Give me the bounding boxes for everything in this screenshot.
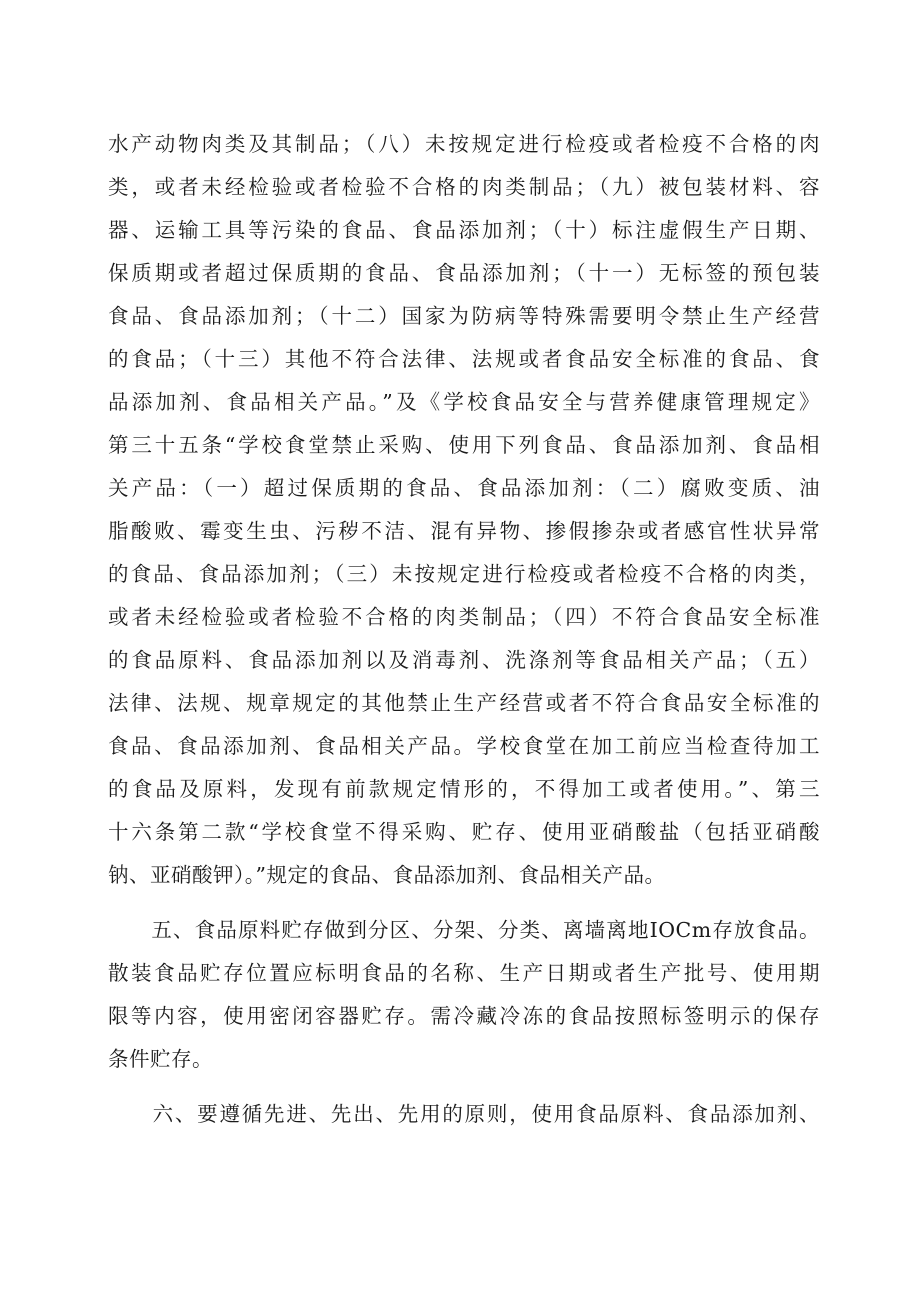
text-line: 法律、法规、规章规定的其他禁止生产经营或者不符合食品安全标准的	[108, 691, 820, 715]
text-line: 类，或者未经检验或者检验不合格的肉类制品；（九）被包装材料、容	[108, 175, 820, 199]
text-line: 或者未经检验或者检验不合格的肉类制品；（四）不符合食品安全标准	[108, 605, 820, 629]
text-line: 第三十五条“学校食堂禁止采购、使用下列食品、食品添加剂、食品相	[108, 433, 820, 457]
paragraph-five-storage	[108, 909, 820, 1081]
text-line: 六、要遵循先进、先出、先用的原则，使用食品原料、食品添加剂、	[108, 1102, 820, 1126]
paragraph-gap	[108, 897, 820, 909]
text-line: 十六条第二款“学校食堂不得采购、贮存、使用亚硝酸盐（包括亚硝酸	[108, 820, 820, 844]
paragraph-gap	[108, 1081, 820, 1093]
text-line: 品添加剂、食品相关产品。”及《学校食品安全与营养健康管理规定》	[108, 390, 820, 414]
text-line: 保质期或者超过保质期的食品、食品添加剂；（十一）无标签的预包装	[108, 261, 820, 285]
text-line: 关产品：（一）超过保质期的食品、食品添加剂：（二）腐败变质、油	[108, 476, 820, 500]
text-line: 的食品、食品添加剂；（三）未按规定进行检疫或者检疫不合格的肉类，	[108, 562, 820, 586]
text-line: 水产动物肉类及其制品；（八）未按规定进行检疫或者检疫不合格的肉	[108, 132, 820, 156]
text-line: 的食品；（十三）其他不符合法律、法规或者食品安全标准的食品、食	[108, 347, 820, 371]
text-line: 条件贮存。	[108, 1047, 213, 1071]
text-line: 的食品及原料，发现有前款规定情形的，不得加工或者使用。”、第三	[108, 777, 820, 801]
text-line: 食品、食品添加剂；（十二）国家为防病等特殊需要明令禁止生产经营	[108, 304, 820, 328]
text-line: 散装食品贮存位置应标明食品的名称、生产日期或者生产批号、使用期	[108, 961, 820, 985]
text-line: 限等内容，使用密闭容器贮存。需冷藏冷冻的食品按照标签明示的保存	[108, 1004, 820, 1028]
text-line: 脂酸败、霉变生虫、污秽不洁、混有异物、掺假掺杂或者感官性状异常	[108, 519, 820, 543]
text-line: 钠、亚硝酸钾）。”规定的食品、食品添加剂、食品相关产品。	[108, 863, 666, 887]
paragraph-prohibited-foods	[108, 123, 820, 897]
paragraph-six-fifo	[108, 1093, 820, 1136]
text-line: 器、运输工具等污染的食品、食品添加剂；（十）标注虚假生产日期、	[108, 218, 820, 242]
text-line: 的食品原料、食品添加剂以及消毒剂、洗涤剂等食品相关产品；（五）	[108, 648, 820, 672]
document-page	[108, 123, 820, 1136]
text-line: 食品、食品添加剂、食品相关产品。学校食堂在加工前应当检查待加工	[108, 734, 820, 758]
text-line: 五、食品原料贮存做到分区、分架、分类、离墙离地IOCm存放食品。	[108, 918, 820, 942]
